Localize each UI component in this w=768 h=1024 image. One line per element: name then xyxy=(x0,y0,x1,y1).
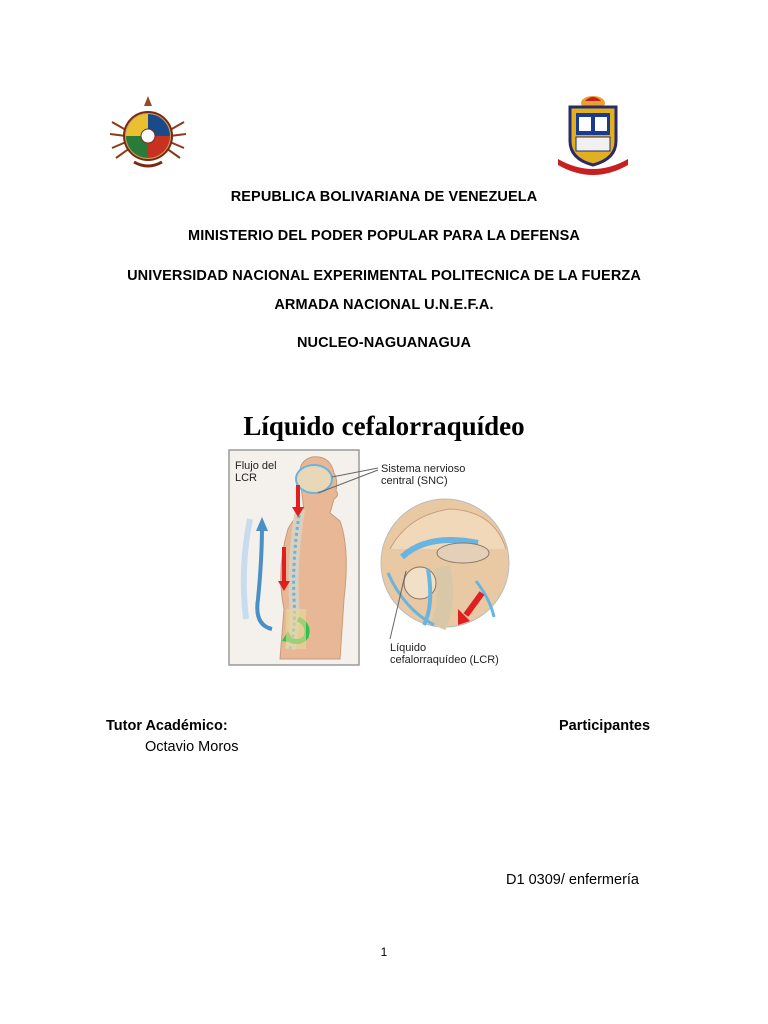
snc-label: Sistema nervioso central (SNC) xyxy=(381,463,466,487)
unefa-shield-icon xyxy=(548,93,638,175)
tutor-name: Octavio Moros xyxy=(145,739,239,755)
csf-illustration xyxy=(228,449,528,671)
flow-label: Flujo del LCR xyxy=(235,460,277,484)
page-number: 1 xyxy=(380,945,388,959)
figure-title: Líquido cefalorraquídeo xyxy=(243,411,525,441)
header-university: UNIVERSIDAD NACIONAL EXPERIMENTAL POLITECNICA DE LA FUERZA xyxy=(127,268,641,284)
header-campus: NUCLEO-NAGUANAGUA xyxy=(296,335,472,351)
header-ministry: MINISTERIO DEL PODER POPULAR PARA LA DEFENSA xyxy=(188,228,580,244)
venezuela-coat-of-arms-icon xyxy=(106,92,190,176)
participants-label: Participantes xyxy=(559,718,651,734)
unefa-logo xyxy=(548,93,638,175)
lcr-label: Líquido cefalorraquídeo (LCR) xyxy=(390,642,499,666)
coat-of-arms-logo xyxy=(106,92,190,176)
section-code: D1 0309/ enfermería xyxy=(506,872,639,888)
header-university-cont: ARMADA NACIONAL U.N.E.F.A. xyxy=(274,297,494,313)
header-country: REPUBLICA BOLIVARIANA DE VENEZUELA xyxy=(230,189,538,205)
tutor-label: Tutor Académico: xyxy=(106,718,228,734)
